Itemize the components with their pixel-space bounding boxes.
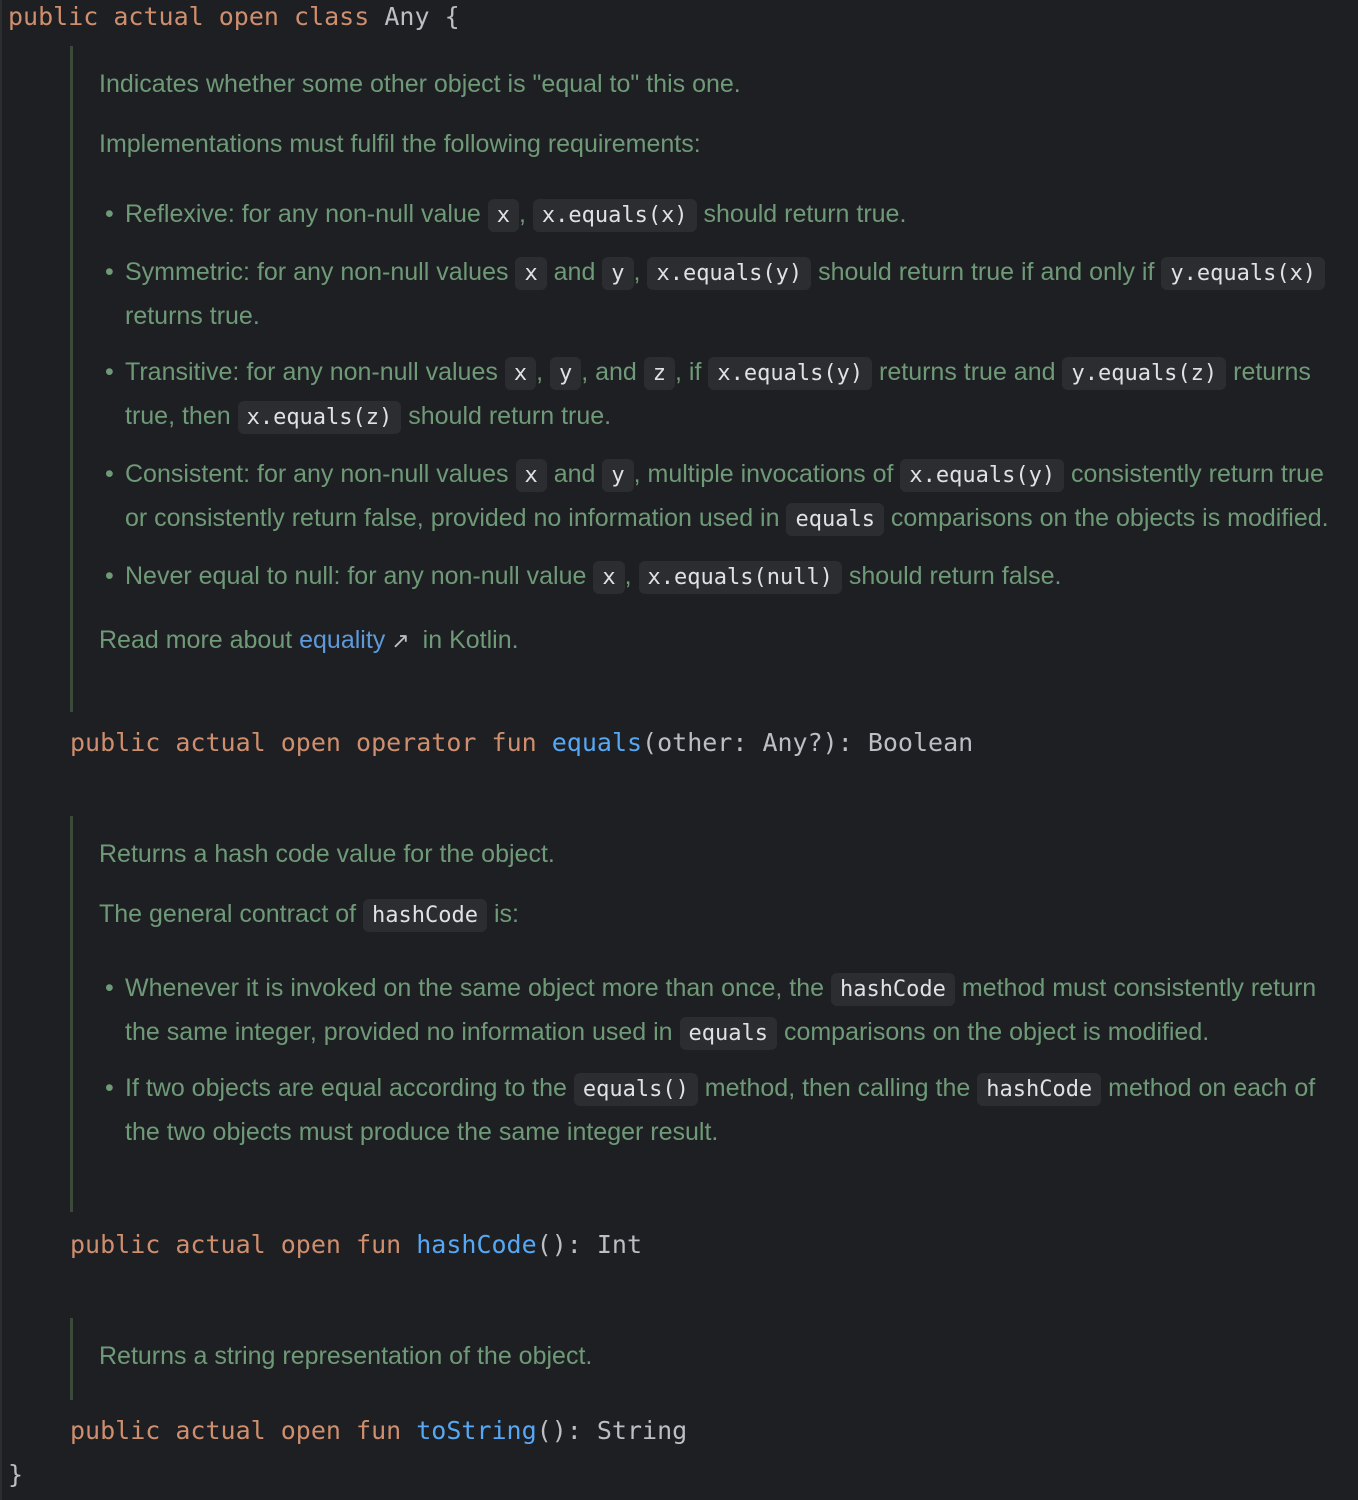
inline-code: x xyxy=(516,459,547,492)
class-closing-brace: } xyxy=(8,1460,24,1489)
read-more-line xyxy=(99,619,1340,662)
keyword-fun: fun xyxy=(356,1230,402,1259)
text: is: xyxy=(487,900,519,928)
text: should return false. xyxy=(841,562,1062,590)
text: should return true. xyxy=(696,200,907,228)
keyword-actual: actual xyxy=(175,728,266,757)
keyword-public: public xyxy=(70,728,161,757)
function-params: (): String xyxy=(536,1416,688,1445)
list-item-symmetric xyxy=(99,251,1340,337)
inline-code: y xyxy=(550,357,581,390)
inline-code: hashCode xyxy=(977,1073,1101,1106)
text: in Kotlin. xyxy=(415,626,519,654)
inline-code: x xyxy=(515,257,546,290)
text: returns true and xyxy=(872,358,1063,386)
bullet: • xyxy=(105,1074,114,1102)
bullet: • xyxy=(105,562,114,590)
inline-code: hashCode xyxy=(363,899,487,932)
inline-code: y xyxy=(602,257,633,290)
equals-doc-comment xyxy=(70,46,1340,712)
text: , xyxy=(624,562,639,590)
text: Whenever it is invoked on the same object more than once, the xyxy=(125,974,831,1002)
text: consistently return true or consistently return false, provided no information used in xyxy=(125,460,1324,532)
function-name-equals[interactable]: equals xyxy=(551,728,643,757)
equals-doc-requirements-heading: Implementations must fulfil the following requirements: xyxy=(99,130,701,158)
inline-code: equals xyxy=(786,503,883,536)
keyword-class: class xyxy=(294,2,370,31)
inline-code: x xyxy=(593,561,624,594)
inline-code: hashCode xyxy=(831,973,955,1006)
inline-code: x xyxy=(505,357,536,390)
inline-code: x.equals(null) xyxy=(639,561,842,594)
text: should return true. xyxy=(401,402,612,430)
keyword-open: open xyxy=(218,2,279,31)
bullet: • xyxy=(105,974,114,1002)
inline-code: y xyxy=(602,459,633,492)
inline-code: x.equals(y) xyxy=(900,459,1064,492)
text: Reflexive: for any non-null value xyxy=(125,200,488,228)
hashcode-signature xyxy=(70,1230,642,1260)
list-item-never-null xyxy=(99,555,1340,599)
text: Transitive: for any non-null values xyxy=(125,358,505,386)
keyword-actual: actual xyxy=(113,2,204,31)
text: The general contract of xyxy=(99,900,364,928)
text: , and xyxy=(581,358,644,386)
equals-doc-intro: Indicates whether some other object is "equal to" this one. xyxy=(99,70,741,98)
bullet: • xyxy=(105,200,114,228)
text: Never equal to null: for any non-null value xyxy=(125,562,594,590)
text: method on each of the two objects must produce the same integer result. xyxy=(125,1074,1316,1146)
hashcode-doc-comment xyxy=(70,816,1340,1212)
inline-code: equals xyxy=(680,1017,777,1050)
text: , xyxy=(518,200,533,228)
tostring-doc-intro: Returns a string representation of the object. xyxy=(99,1342,593,1370)
class-name: Any xyxy=(384,2,430,31)
list-item-equal-objects xyxy=(99,1067,1340,1153)
text: , multiple invocations of xyxy=(633,460,901,488)
bullet: • xyxy=(105,460,114,488)
keyword-public: public xyxy=(70,1230,161,1259)
hashcode-contract-list xyxy=(99,967,1340,1153)
text: If two objects are equal according to the xyxy=(125,1074,574,1102)
bullet: • xyxy=(105,258,114,286)
list-item-reflexive xyxy=(99,193,1340,237)
text: method must consistently return the same integer, provided no information used in xyxy=(125,974,1317,1046)
text: Symmetric: for any non-null values xyxy=(125,258,516,286)
keyword-fun: fun xyxy=(491,728,537,757)
text: , xyxy=(536,358,550,386)
list-item-transitive xyxy=(99,351,1340,439)
inline-code: x.equals(z) xyxy=(238,401,402,434)
inline-code: x.equals(y) xyxy=(647,257,811,290)
text: method, then calling the xyxy=(697,1074,978,1102)
function-name-tostring[interactable]: toString xyxy=(416,1416,537,1445)
function-params: (): Int xyxy=(536,1230,643,1259)
text: should return true if and only if xyxy=(811,258,1162,286)
keyword-public: public xyxy=(70,1416,161,1445)
text: returns true. xyxy=(125,302,260,330)
tostring-doc-comment xyxy=(70,1318,1340,1400)
text: and xyxy=(546,258,603,286)
keyword-operator: operator xyxy=(356,728,477,757)
keyword-open: open xyxy=(280,728,341,757)
text: Read more about xyxy=(99,626,300,654)
text: returns true, then xyxy=(125,358,1311,430)
inline-code: x xyxy=(488,199,519,232)
text: , xyxy=(633,258,648,286)
equals-signature xyxy=(70,728,973,758)
keyword-open: open xyxy=(280,1416,341,1445)
inline-code: x.equals(x) xyxy=(533,199,697,232)
external-link-icon[interactable]: ↗ xyxy=(391,628,410,653)
equality-link[interactable]: equality xyxy=(299,626,386,654)
function-params: (other: Any?): Boolean xyxy=(642,728,974,757)
list-item-consistent xyxy=(99,453,1340,541)
brace-open: { xyxy=(444,2,460,31)
text: , if xyxy=(675,358,709,386)
text: comparisons on the object is modified. xyxy=(777,1018,1210,1046)
keyword-open: open xyxy=(280,1230,341,1259)
keyword-public: public xyxy=(8,2,99,31)
tostring-signature xyxy=(70,1416,687,1446)
class-declaration xyxy=(8,2,460,32)
text: comparisons on the objects is modified. xyxy=(883,504,1329,532)
equals-requirements-list xyxy=(99,193,1340,599)
inline-code: z xyxy=(644,357,675,390)
inline-code: x.equals(y) xyxy=(708,357,872,390)
text: Consistent: for any non-null values xyxy=(125,460,516,488)
list-item-consistency xyxy=(99,967,1340,1055)
hashcode-doc-intro: Returns a hash code value for the object. xyxy=(99,840,555,868)
text: and xyxy=(546,460,603,488)
inline-code: y.equals(x) xyxy=(1161,257,1325,290)
bullet: • xyxy=(105,358,114,386)
keyword-actual: actual xyxy=(175,1416,266,1445)
inline-code: y.equals(z) xyxy=(1062,357,1226,390)
keyword-fun: fun xyxy=(356,1416,402,1445)
function-name-hashcode[interactable]: hashCode xyxy=(416,1230,537,1259)
inline-code: equals() xyxy=(574,1073,698,1106)
keyword-actual: actual xyxy=(175,1230,266,1259)
hashcode-contract-line xyxy=(99,893,1340,937)
